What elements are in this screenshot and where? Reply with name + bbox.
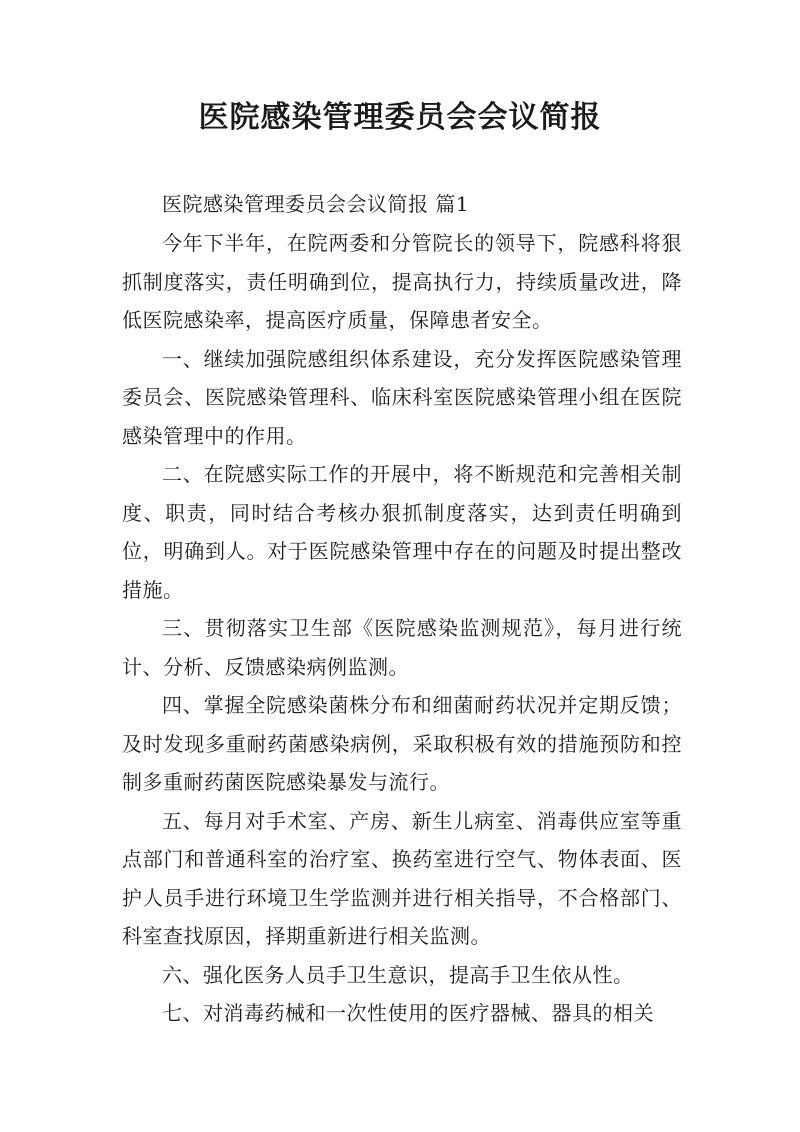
paragraph-item-2: 二、在院感实际工作的开展中，将不断规范和完善相关制度、职责，同时结合考核办狠抓制度落实，达到责任明确到位，明确到人。对于医院感染管理中存在的问题及时提出整改措施。 — [122, 462, 682, 602]
document-body — [122, 186, 682, 1033]
paragraph-intro: 今年下半年，在院两委和分管院长的领导下，院感科将狠抓制度落实，责任明确到位，提高执行力，持续质量改进，降低医院感染率，提高医疗质量，保障患者安全。 — [122, 231, 682, 332]
paragraph-item-5: 五、每月对手术室、产房、新生儿病室、消毒供应室等重点部门和普通科室的治疗室、换药室进行空气、物体表面、医护人员手进行环境卫生学监测并进行相关指导，不合格部门、科室查找原因，择期重新进行相关监测。 — [122, 808, 682, 948]
paragraph-item-6: 六、强化医务人员手卫生意识，提高手卫生依从性。 — [162, 962, 634, 987]
document-title: 医院感染管理委员会会议简报 — [198, 100, 602, 135]
paragraph-item-1: 一、继续加强院感组织体系建设，充分发挥医院感染管理委员会、医院感染管理科、临床科室医院感染管理小组在医院感染管理中的作用。 — [122, 346, 682, 448]
section-subtitle: 医院感染管理委员会会议简报 篇1 — [162, 192, 470, 216]
paragraph-item-4: 四、掌握全院感染菌株分布和细菌耐药状况并定期反馈；及时发现多重耐药菌感染病例，采取积极有效的措施预防和控制多重耐药菌医院感染暴发与流行。 — [122, 693, 682, 794]
paragraph-item-7: 七、对消毒药械和一次性使用的医疗器械、器具的相关 — [162, 1001, 654, 1025]
paragraph-item-3: 三、贯彻落实卫生部《医院感染监测规范》，每月进行统计、分析、反馈感染病例监测。 — [122, 616, 682, 679]
